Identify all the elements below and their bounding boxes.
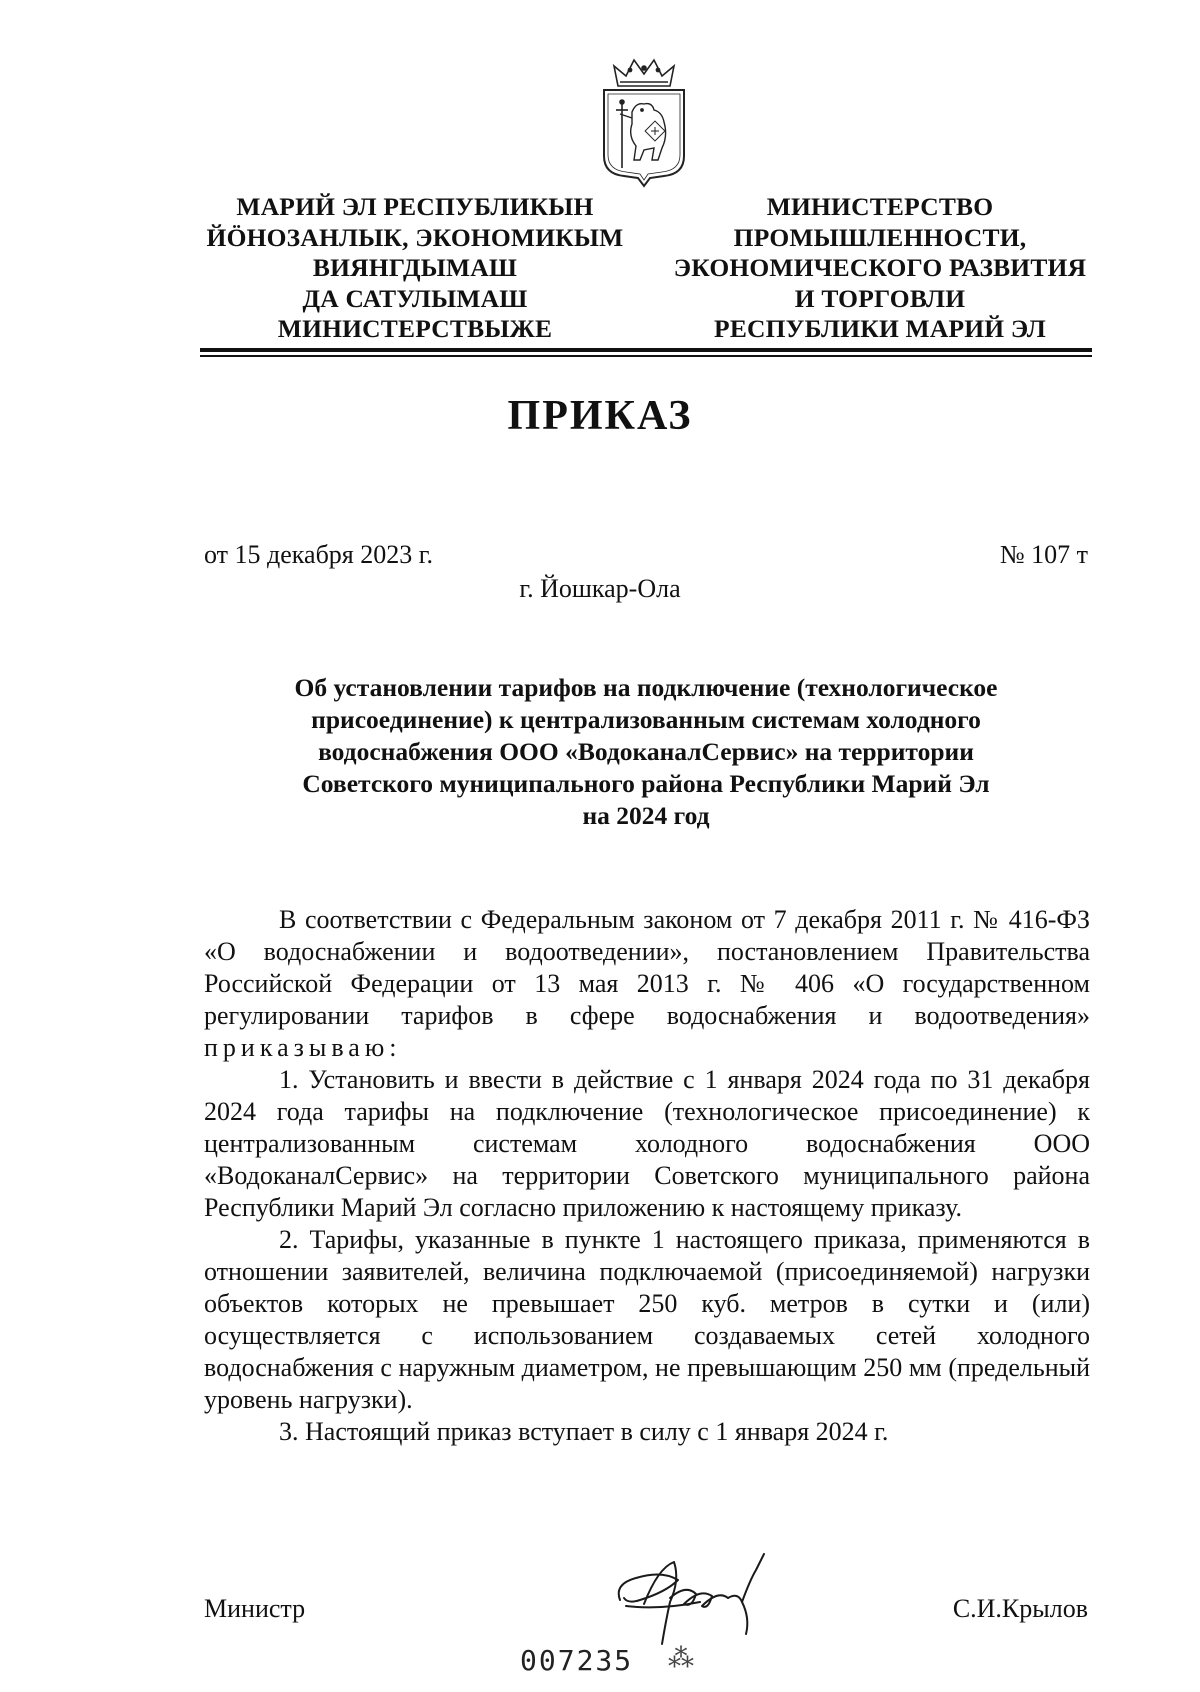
title-line: Советского муниципального района Республики Марий Эл	[302, 769, 990, 798]
order-item-3: 3. Настоящий приказ вступает в силу с 1 января 2024 г.	[279, 1417, 889, 1446]
document-city: г. Йошкар-Ола	[519, 574, 681, 603]
serial-mark: ⁂	[668, 1644, 694, 1673]
document-type: ПРИКАЗ	[507, 393, 693, 439]
document-body	[204, 904, 1090, 1448]
header-line: ПРОМЫШЛЕННОСТИ,	[733, 222, 1027, 252]
preamble-text: В соответствии с Федеральным законом от 7 декабря 2011 г. № 416-ФЗ «О водоснабжении и водоотведении», постановлением Правительства Российской Федерации от 13 мая 2013 г. № 406 «О государственном регулировании тарифов в сфере водоснабжения и водоотведения»	[204, 905, 1090, 1030]
title-line: присоединение) к централизованным системам холодного	[311, 705, 981, 734]
header-line: И ТОРГОВЛИ	[794, 283, 966, 313]
header-line: ВИЯНГДЫМАШ	[312, 253, 518, 282]
serial-number: 007235	[520, 1644, 634, 1677]
preamble-paragraph	[204, 904, 1090, 1064]
document-title	[200, 672, 1092, 832]
signatory-role: Министр	[204, 1594, 306, 1623]
header-line: ЭКОНОМИЧЕСКОГО РАЗВИТИЯ	[673, 253, 1087, 282]
order-word: приказываю:	[204, 1033, 402, 1062]
order-item-1: 1. Установить и ввести в действие с 1 января 2024 года по 31 декабря 2024 года тарифы на подключение (технологическое присоединение) к централизованным системам холодного водоснабжения ООО «ВодоканалСервис» на территории Советского муниципального района Республики Марий Эл согласно приложению к настоящему приказу.	[204, 1065, 1090, 1222]
header-divider-thin	[200, 355, 1092, 357]
title-line: водоснабжения ООО «ВодоканалСервис» на территории	[318, 737, 974, 766]
coat-of-arms-icon	[592, 56, 696, 188]
header-russian	[660, 192, 1100, 345]
handwritten-signature	[600, 1540, 810, 1650]
order-item-2: 2. Тарифы, указанные в пункте 1 настоящего приказа, применяются в отношении заявителей, величина подключаемой (присоединяемой) нагрузки объектов которых не превышает 250 куб. метров в сутки и (или) осуществляется с использованием создаваемых сетей холодного водоснабжения с наружным диаметром, не превышающим 250 мм (предельный уровень нагрузки).	[204, 1225, 1090, 1414]
signatory-name: С.И.Крылов	[952, 1594, 1088, 1623]
header-line: МИНИСТЕРСТВО	[766, 192, 994, 221]
header-line: МИНИСТЕРСТВЫЖЕ	[277, 314, 553, 343]
header-mari	[200, 192, 630, 345]
document-date: от 15 декабря 2023 г.	[204, 540, 433, 569]
title-line: Об установлении тарифов на подключение (технологическое	[294, 673, 998, 702]
header-divider-thick	[200, 348, 1092, 352]
header-line: МАРИЙ ЭЛ РЕСПУБЛИКЫН	[236, 192, 594, 221]
title-line: на 2024 год	[582, 801, 710, 830]
header-line: ДА САТУЛЫМАШ	[302, 283, 528, 313]
document-number: № 107 т	[999, 540, 1088, 569]
header-line: РЕСПУБЛИКИ МАРИЙ ЭЛ	[714, 314, 1046, 343]
header-line: ЙӦНОЗАНЛЫК, ЭКОНОМИКЫМ	[206, 222, 624, 252]
